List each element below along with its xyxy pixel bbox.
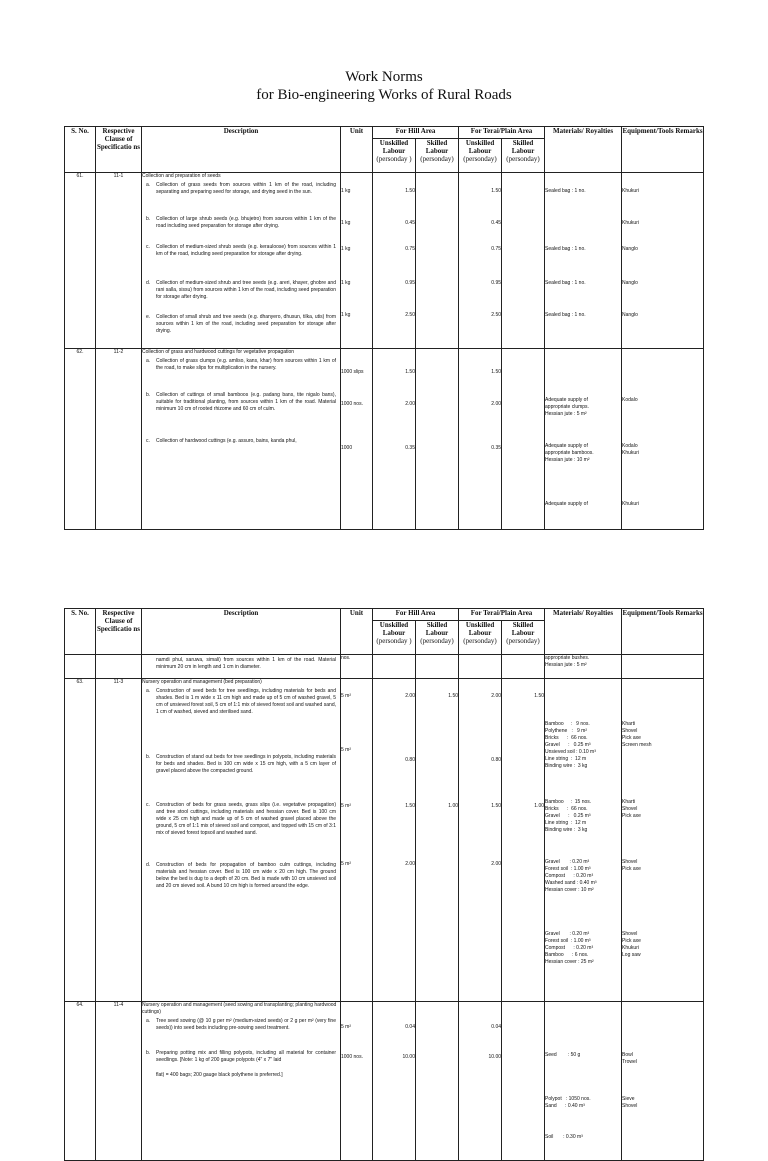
header-terai-area: For Terai/Plain Area: [459, 127, 545, 139]
table-row: [65, 173, 704, 349]
header-terai-skilled: Skilled Labour (personday): [502, 139, 545, 173]
row-unit: 1000 slips 1000 nos. 1000: [341, 349, 373, 530]
document-title: Work Norms: [345, 69, 423, 85]
row-materials: Bamboo : 9 nos. Polythene : 9 m² Bricks : 66 nos. Gravel : 0.25 m³ Unsieved soil : 0.10 m³ Line string : 12 m Binding wire : 3 kg Bamboo : 15 nos. Bricks : 66 nos. Gravel : 0.25 m³ Line string : 12 m Binding wire : 3 kg Gravel : 0.20 m³ Forest soil : 1.00 m³ Compost : 0.20 m³ Washed sand : 0.40 m³ Hessian cover : 10 m² Gravel : 0.20 m³ Forest soil : 1.00 m³ Compost : 0.20 m³ Bamboo : 6 nos. Hessian cover : 25 m²: [545, 679, 622, 1002]
header-hill-area: For Hill Area: [373, 127, 459, 139]
row-hill-unskilled: 1.50 2.00 0.35: [373, 349, 416, 530]
row-unit: 5 m² 5 m² 5 m² 5 m²: [341, 679, 373, 1002]
row-terai-unskilled: 1.50 2.00 0.35: [459, 349, 502, 530]
row-hill-skilled: 1.50 1.00: [416, 679, 459, 1002]
row-materials: Sealed bag : 1 no. Sealed bag : 1 no. Sealed bag : 1 no. Sealed bag : 1 no.: [545, 173, 622, 349]
header-clause: Respective Clause of Specificatio ns: [96, 127, 142, 173]
row-sno: 63.: [65, 679, 96, 1002]
header-terai-area: For Terai/Plain Area: [459, 609, 545, 621]
row-clause: 11-4: [96, 1002, 142, 1161]
header-sno: S. No.: [65, 127, 96, 173]
header-hill-skilled: Skilled Labour (personday): [416, 621, 459, 655]
row-hill-skilled: [416, 173, 459, 349]
header-equipment: Equipment/Tools Remarks: [622, 127, 704, 173]
header-equipment: Equipment/Tools Remarks: [622, 609, 704, 655]
row-terai-skilled: [502, 349, 545, 530]
header-materials: Materials/ Royalties: [545, 609, 622, 655]
row-sno: 64.: [65, 1002, 96, 1161]
row-equipment: Kodalo Kodalo Khukuri Khukuri: [622, 349, 704, 530]
row-clause: 11-3: [96, 679, 142, 1002]
work-norms-table-page-1: [64, 126, 704, 530]
row-equipment: Kharti Shovel Pick axe Screen mesh Kharti Shovel Pick axe Shovel Pick axe Shovel Pick axe Khukuri Log saw: [622, 679, 704, 1002]
header-hill-unskilled: Unskilled Labour (personday ): [373, 139, 416, 173]
table-row: [65, 349, 704, 530]
row-unit: 1 kg 1 kg 1 kg 1 kg 1 kg: [341, 173, 373, 349]
row-materials: Seed : 50 g Polypot : 1050 nos. Sand : 0.40 m³ Soil : 0.30 m³: [545, 1002, 622, 1161]
section-title: Nursery operation and management (seed sowing and transplanting; planting hardwood cuttings): [142, 1002, 337, 1015]
row-materials: Adequate supply of appropriate clumps. Hessian jute : 5 m² Adequate supply of appropriate bamboos. Hessian jute : 10 m² Adequate supply of: [545, 349, 622, 530]
row-unit: 5 m² 1000 nos.: [341, 1002, 373, 1161]
header-description: Description: [142, 127, 341, 173]
row-description: Collection and preparation of seeds a. Collection of grass seeds from sources within 1 km of the road, including separating and preparing seed for storage, and drying seed in the sun. b. Collection of large shrub seeds (e.g. bhujetro) from sources within 1 km of the road including seed preparation for storage after drying. c. Collection of medium-sized shrub seeds (e.g. kerauloose) from sources within 1 km of the road, including seed preparation for storage after drying. d. Collection of medium-sized shrub and tree seeds (e.g. areri, khayer, ghobre and rani salla, sissu) from sources within 1 km of the road, including seed preparation for storage after drying. e. Collection of small shrub and tree seeds (e.g. dhanyero, dhusun, tilka, utis) from sources within 1 km of the road, including seed preparation for storage after drying.: [142, 173, 341, 349]
document-subtitle: for Bio-engineering Works of Rural Roads: [256, 87, 512, 103]
row-materials: appropriate bushes. Hessian jute : 5 m²: [545, 655, 622, 679]
row-sno: 62.: [65, 349, 96, 530]
header-sno: S. No.: [65, 609, 96, 655]
table-row: [65, 655, 704, 679]
row-equipment: Bowl Trowel Sieve Shovel: [622, 1002, 704, 1161]
section-title: Collection of grass and hardwood cuttings for vegetative propagation: [142, 349, 295, 355]
work-norms-table-page-2: [64, 608, 704, 1161]
row-terai-unskilled: 2.00 0.80 1.50 2.00: [459, 679, 502, 1002]
row-description: namdi phul, saruwa, simali) from sources within 1 km of the road. Material minimum 20 cm in length and 1 cm in diameter.: [142, 655, 341, 679]
row-terai-unskilled: 0.04 10.00: [459, 1002, 502, 1161]
table-row: [65, 1002, 704, 1161]
header-hill-unskilled: Unskilled Labour (personday ): [373, 621, 416, 655]
header-description: Description: [142, 609, 341, 655]
section-title: Collection and preparation of seeds: [142, 173, 221, 179]
row-hill-skilled: [416, 349, 459, 530]
row-description: Nursery operation and management (bed preparation) a. Construction of seed beds for tree seedlings, including materials for beds and shades. Bed is 1 m wide x 11 cm high and made up of 5 cm of washed gravel, 5 cm of unsieved forest soil, 5 cm of 1:1 mix of sieved forest soil and washed sand, 1 cm of washed, sieved and sterilised sand. b. Construction of stand out beds for tree seedlings in polypots, including materials for beds and shades. Bed is 100 cm wide x 15 cm high, with a 5 cm layer of gravel placed above the compacted ground. c. Construction of beds for grass seeds, grass slips (i.e. vegetative propagation) and tree stool cuttings, including materials and hessian cover. Bed is 100 cm wide x 25 cm high and made up of 5 cm of washed gravel placed above the ground, 5 cm of 1:1 mix of sieved soil and compost, and topped with 15 cm of 3:1 mix of sieved forest topsoil and washed sand. d. Construction of beds for propagation of bamboo culm cuttings, including materials and hessian cover. Bed is 100 cm wide x 20 cm high. The ground below the bed is dug to a depth of 20 cm. Bed is made with 10 cm unsieved soil and 20 cm sieved soil. A bund 10 cm high is formed around the edge.: [142, 679, 341, 1002]
row-unit: nos.: [341, 655, 373, 679]
header-terai-unskilled: Unskilled Labour (personday): [459, 139, 502, 173]
row-hill-unskilled: 2.00 0.80 1.50 2.00: [373, 679, 416, 1002]
header-unit: Unit: [341, 127, 373, 173]
section-title: Nursery operation and management (bed preparation): [142, 679, 262, 685]
header-unit: Unit: [341, 609, 373, 655]
row-terai-skilled: [502, 173, 545, 349]
header-terai-unskilled: Unskilled Labour (personday): [459, 621, 502, 655]
row-description: Collection of grass and hardwood cuttings for vegetative propagation a. Collection of grass clumps (e.g. amliso, kans, khar) from sources within 1 km of the road, to make slips for multiplication in the nursery. b. Collection of cuttings of small bamboos (e.g. padang bans, tite nigalo bans), suitable for traditional planting, from sources within 1 km of the road. Material minimum 10 cm of rooted rhizome and 60 cm of culm. c. Collection of hardwood cuttings (e.g. assuro, bains, kanda phul,: [142, 349, 341, 530]
row-hill-unskilled: 1.50 0.45 0.75 0.95 2.50: [373, 173, 416, 349]
header-terai-skilled: Skilled Labour (personday): [502, 621, 545, 655]
row-terai-skilled: 1.50 1.00: [502, 679, 545, 1002]
row-hill-unskilled: 0.04 10.00: [373, 1002, 416, 1161]
header-hill-area: For Hill Area: [373, 609, 459, 621]
header-clause: Respective Clause of Specificatio ns: [96, 609, 142, 655]
row-equipment: Khukuri Khukuri Nanglo Nanglo Nanglo: [622, 173, 704, 349]
row-clause: 11-1: [96, 173, 142, 349]
row-clause: 11-2: [96, 349, 142, 530]
row-description: Nursery operation and management (seed sowing and transplanting; planting hardwood cuttings) a. Tree seed sowing (@ 10 g per m² (medium-sized seeds) or 2 g per m² (very fine seeds)) into seed beds including pre-sowing seed treatment. b. Preparing potting mix and filling polypots, including all material for container seedlings. [Note: 1 kg of 200 gauge polypots (4" x 7" laid flat) = 400 bags; 200 gauge black polythene is preferred.]: [142, 1002, 341, 1161]
header-hill-skilled: Skilled Labour (personday): [416, 139, 459, 173]
row-terai-unskilled: 1.50 0.45 0.75 0.95 2.50: [459, 173, 502, 349]
row-sno: 61.: [65, 173, 96, 349]
table-row: [65, 679, 704, 1002]
header-materials: Materials/ Royalties: [545, 127, 622, 173]
